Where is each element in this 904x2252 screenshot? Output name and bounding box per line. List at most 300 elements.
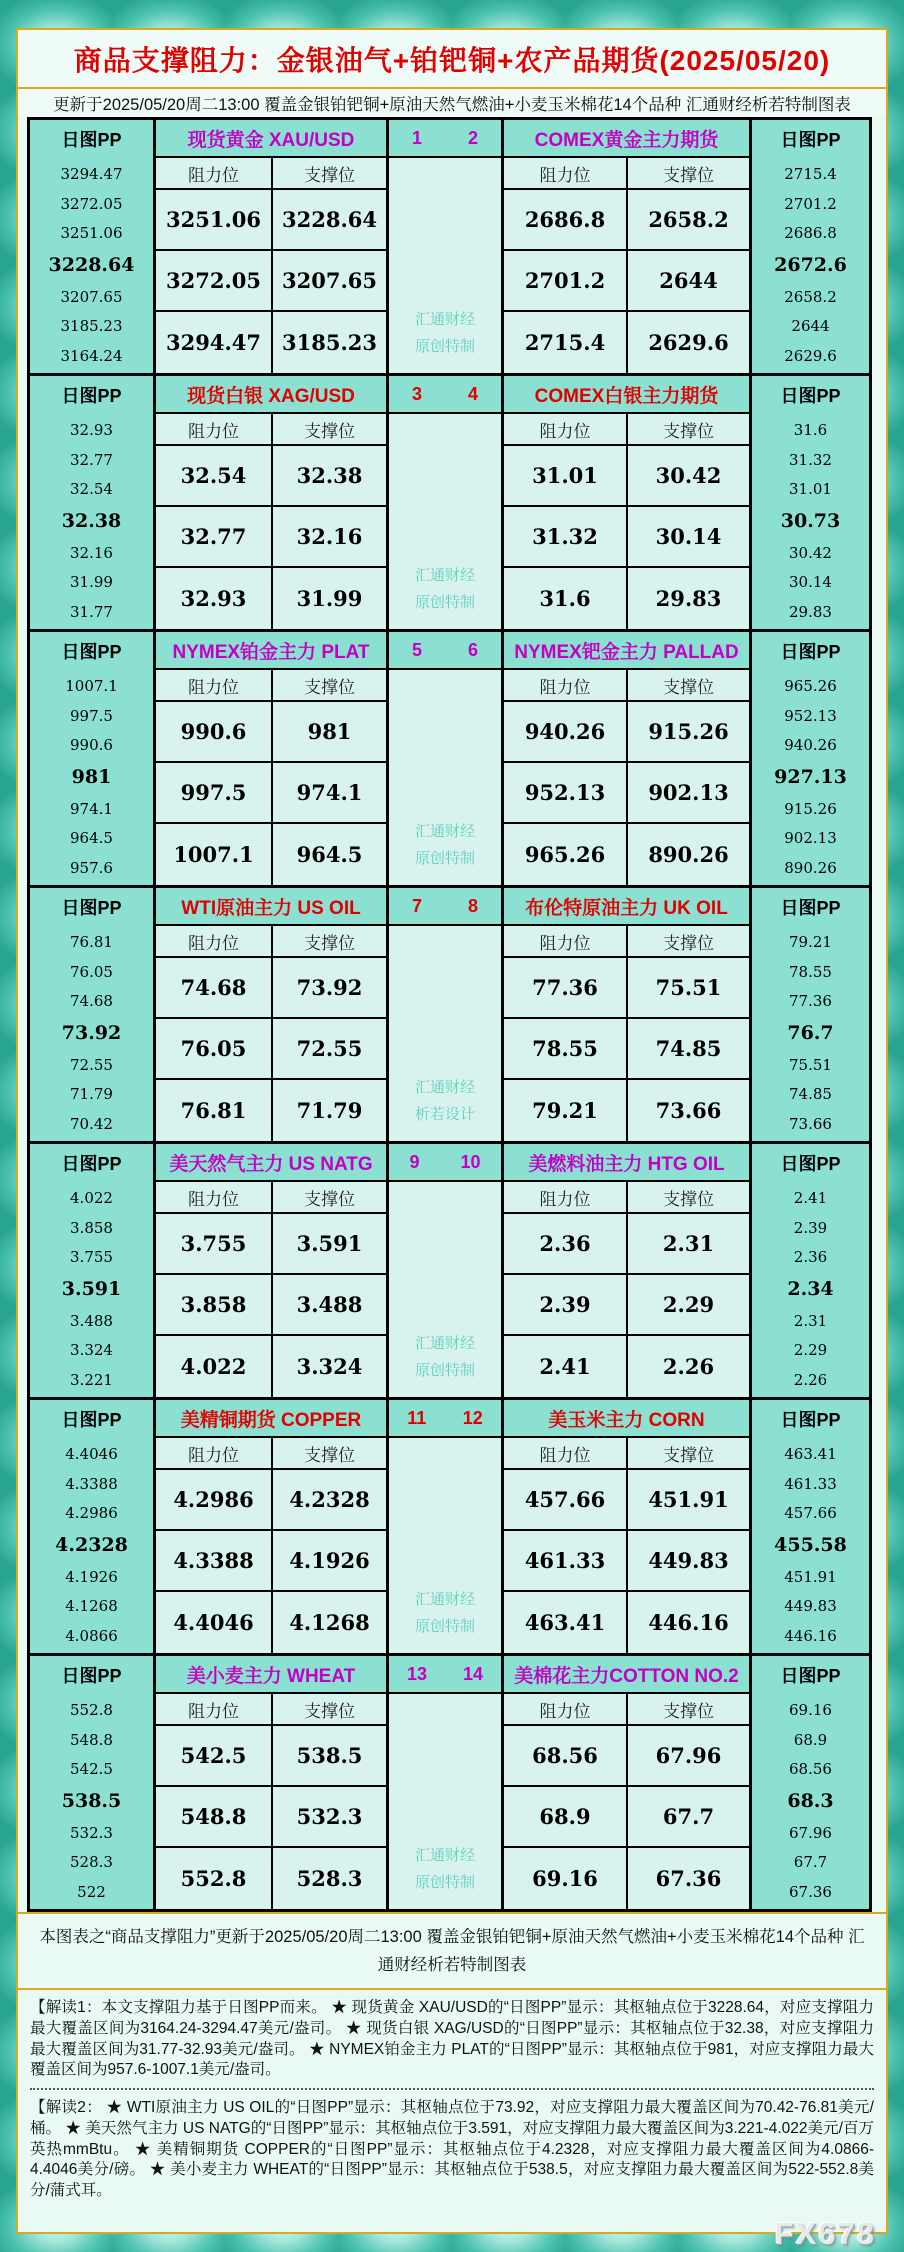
pp-level: 4.3388 xyxy=(65,1474,118,1493)
instrument-title-left: NYMEX铂金主力 PLAT xyxy=(156,632,389,670)
resistance-value: 952.13 xyxy=(504,763,628,824)
instrument-title-left: 现货黄金 XAU/USD xyxy=(156,120,389,158)
support-value: 451.91 xyxy=(628,1470,752,1531)
support-value: 3228.64 xyxy=(273,190,389,251)
resistance-header: 阻力位 xyxy=(156,414,273,446)
resistance-value: 548.8 xyxy=(156,1787,273,1848)
instrument-title-right: COMEX白银主力期货 xyxy=(504,376,752,414)
pp-level: 79.21 xyxy=(789,933,832,952)
pp-level: 31.32 xyxy=(789,450,832,469)
support-value: 528.3 xyxy=(273,1848,389,1909)
pp-level: 522 xyxy=(77,1882,106,1901)
support-value: 902.13 xyxy=(628,763,752,824)
resistance-value: 457.66 xyxy=(504,1470,628,1531)
pp-level: 68.9 xyxy=(793,1730,828,1749)
pp-level: 72.55 xyxy=(70,1055,113,1074)
resistance-value: 1007.1 xyxy=(156,824,273,885)
watermark-line: 原创特制 xyxy=(414,1874,475,1892)
pp-header-right: 日图PP xyxy=(752,1144,869,1182)
pp-level: 890.26 xyxy=(784,858,837,877)
pp-levels-left xyxy=(30,1438,156,1653)
commodity-block xyxy=(27,1141,872,1400)
commodity-block xyxy=(27,1653,872,1912)
support-value: 3.488 xyxy=(273,1275,389,1336)
pp-level: 67.96 xyxy=(789,1823,832,1842)
block-index-left: 9 xyxy=(409,1151,420,1172)
pp-level: 71.79 xyxy=(70,1085,113,1104)
support-header: 支撑位 xyxy=(273,926,389,958)
pp-levels-right xyxy=(752,414,869,629)
pp-level: 3.324 xyxy=(70,1341,113,1360)
support-header: 支撑位 xyxy=(628,414,752,446)
pp-level: 2686.8 xyxy=(784,224,837,243)
support-value: 31.99 xyxy=(273,568,389,629)
support-value: 532.3 xyxy=(273,1787,389,1848)
pp-level: 31.01 xyxy=(789,480,832,499)
watermark-line: 汇通财经 xyxy=(414,1590,475,1608)
page-title: 商品支撑阻力：金银油气+铂钯铜+农产品期货(2025/05/20) xyxy=(18,30,886,89)
pp-level: 4.2986 xyxy=(65,1504,118,1523)
pp-level: 76.81 xyxy=(70,933,113,952)
pp-level: 940.26 xyxy=(784,736,837,755)
pp-pivot: 981 xyxy=(71,765,112,788)
watermark-line: 汇通财经 xyxy=(414,310,475,328)
instrument-title-left: WTI原油主力 US OIL xyxy=(156,888,389,926)
block-index-left: 11 xyxy=(407,1407,427,1428)
pp-levels-right xyxy=(752,1182,869,1397)
block-index-left: 5 xyxy=(411,639,422,660)
resistance-value: 4.2986 xyxy=(156,1470,273,1531)
pp-pivot: 73.92 xyxy=(61,1021,122,1044)
block-index-left: 1 xyxy=(411,127,422,148)
resistance-header: 阻力位 xyxy=(156,1694,273,1726)
support-value: 446.16 xyxy=(628,1592,752,1653)
support-header: 支撑位 xyxy=(273,1694,389,1726)
pp-header-left: 日图PP xyxy=(30,1400,156,1438)
resistance-value: 32.93 xyxy=(156,568,273,629)
pp-level: 29.83 xyxy=(789,602,832,621)
support-value: 67.96 xyxy=(628,1726,752,1787)
instrument-title-left: 美天然气主力 US NATG xyxy=(156,1144,389,1182)
pp-level: 974.1 xyxy=(70,799,113,818)
block-index-left: 3 xyxy=(411,383,422,404)
support-value: 964.5 xyxy=(273,824,389,885)
commodity-block xyxy=(27,373,872,632)
note-interpretation-1: 【解读1：本文支撑阻力基于日图PP而来。 ★ 现货黄金 XAU/USD的“日图PP”显示：其枢轴点位于3228.64，对应支撑阻力最大覆盖区间为3164.24-3294.47美元/盎司。 ★ 现货白银 XAG/USD的“日图PP”显示：其枢轴点位于32.38，对应支撑阻力最大覆盖区间为31.77-32.93美元/盎司。 ★ NYMEX铂金主力 PLAT的“日图PP”显示：其枢轴点位于981，对应支撑阻力最大覆盖区间为957.6-1007.1美元/盎司。 xyxy=(30,1999,875,2079)
pp-level: 32.77 xyxy=(70,450,113,469)
pp-level: 78.55 xyxy=(789,962,832,981)
resistance-value: 78.55 xyxy=(504,1019,628,1080)
block-index-left: 7 xyxy=(411,895,422,916)
instrument-title-right: 美棉花主力COTTON NO.2 xyxy=(504,1656,752,1694)
notes-section xyxy=(18,1990,886,2251)
resistance-value: 2715.4 xyxy=(504,312,628,373)
resistance-header: 阻力位 xyxy=(156,1438,273,1470)
pp-level: 3.221 xyxy=(70,1370,113,1389)
support-value: 981 xyxy=(273,702,389,763)
support-value: 30.14 xyxy=(628,507,752,568)
pp-level: 4.0866 xyxy=(65,1626,118,1645)
pp-header-right: 日图PP xyxy=(752,1656,869,1694)
pp-level: 457.66 xyxy=(784,1504,837,1523)
support-value: 2658.2 xyxy=(628,190,752,251)
resistance-value: 76.05 xyxy=(156,1019,273,1080)
pp-level: 32.93 xyxy=(70,421,113,440)
pp-level: 31.99 xyxy=(70,573,113,592)
instrument-title-left: 现货白银 XAG/USD xyxy=(156,376,389,414)
resistance-value: 463.41 xyxy=(504,1592,628,1653)
resistance-value: 461.33 xyxy=(504,1531,628,1592)
support-header: 支撑位 xyxy=(628,926,752,958)
pp-header-left: 日图PP xyxy=(30,888,156,926)
pp-level: 69.16 xyxy=(789,1701,832,1720)
support-value: 3185.23 xyxy=(273,312,389,373)
support-header: 支撑位 xyxy=(273,1438,389,1470)
support-header: 支撑位 xyxy=(273,414,389,446)
block-index-right: 14 xyxy=(462,1663,484,1684)
resistance-value: 542.5 xyxy=(156,1726,273,1787)
support-value: 30.42 xyxy=(628,446,752,507)
resistance-value: 32.77 xyxy=(156,507,273,568)
pp-level: 552.8 xyxy=(70,1701,113,1720)
resistance-value: 990.6 xyxy=(156,702,273,763)
support-value: 2.29 xyxy=(628,1275,752,1336)
resistance-value: 69.16 xyxy=(504,1848,628,1909)
summary-box: 本图表之“商品支撑阻力”更新于2025/05/20周二13:00 覆盖金银铂钯铜+原油天然气燃油+小麦玉米棉花14个品种 汇通财经析若特制图表 xyxy=(18,1912,886,1990)
block-index-pair xyxy=(389,888,504,926)
subtitle: 更新于2025/05/20周二13:00 覆盖金银铂钯铜+原油天然气燃油+小麦玉米棉花14个品种 汇通财经析若特制图表 xyxy=(18,89,886,117)
pp-pivot: 927.13 xyxy=(774,765,847,788)
support-value: 2629.6 xyxy=(628,312,752,373)
watermark-line: 析若设计 xyxy=(414,1106,475,1124)
commodity-block xyxy=(27,885,872,1144)
resistance-value: 2701.2 xyxy=(504,251,628,312)
pp-level: 3.488 xyxy=(70,1311,113,1330)
watermark-line: 汇通财经 xyxy=(414,1334,475,1352)
resistance-value: 3.755 xyxy=(156,1214,273,1275)
pp-pivot: 538.5 xyxy=(61,1789,122,1812)
pp-level: 3207.65 xyxy=(60,287,123,306)
pp-level: 32.16 xyxy=(70,543,113,562)
resistance-header: 阻力位 xyxy=(504,158,628,190)
pp-pivot: 30.73 xyxy=(780,509,841,532)
support-value: 29.83 xyxy=(628,568,752,629)
resistance-value: 2.39 xyxy=(504,1275,628,1336)
support-value: 890.26 xyxy=(628,824,752,885)
watermark xyxy=(389,158,504,373)
pp-header-right: 日图PP xyxy=(752,120,869,158)
pp-header-right: 日图PP xyxy=(752,1400,869,1438)
pp-pivot: 3228.64 xyxy=(48,253,135,276)
blocks-container xyxy=(18,117,886,1912)
commodity-block xyxy=(27,629,872,888)
pp-level: 1007.1 xyxy=(65,677,118,696)
resistance-header: 阻力位 xyxy=(156,670,273,702)
support-value: 2644 xyxy=(628,251,752,312)
pp-level: 449.83 xyxy=(784,1597,837,1616)
block-index-pair xyxy=(389,632,504,670)
pp-level: 463.41 xyxy=(784,1445,837,1464)
block-index-pair xyxy=(389,1144,504,1182)
pp-levels-left xyxy=(30,926,156,1141)
support-value: 538.5 xyxy=(273,1726,389,1787)
pp-level: 30.14 xyxy=(789,573,832,592)
watermark-line: 汇通财经 xyxy=(414,1846,475,1864)
pp-header-left: 日图PP xyxy=(30,1656,156,1694)
instrument-title-right: 美玉米主力 CORN xyxy=(504,1400,752,1438)
resistance-value: 79.21 xyxy=(504,1080,628,1141)
pp-level: 3164.24 xyxy=(60,346,123,365)
pp-levels-right xyxy=(752,1438,869,1653)
pp-levels-left xyxy=(30,414,156,629)
pp-levels-left xyxy=(30,158,156,373)
pp-level: 32.54 xyxy=(70,480,113,499)
pp-level: 461.33 xyxy=(784,1474,837,1493)
watermark-line: 原创特制 xyxy=(414,1362,475,1380)
pp-level: 532.3 xyxy=(70,1823,113,1842)
watermark-line: 原创特制 xyxy=(414,594,475,612)
support-value: 67.7 xyxy=(628,1787,752,1848)
pp-level: 902.13 xyxy=(784,829,837,848)
support-value: 71.79 xyxy=(273,1080,389,1141)
block-index-right: 4 xyxy=(467,383,478,404)
pp-level: 31.6 xyxy=(793,421,828,440)
content-box xyxy=(16,28,888,2251)
pp-level: 997.5 xyxy=(70,706,113,725)
resistance-value: 552.8 xyxy=(156,1848,273,1909)
watermark xyxy=(389,1694,504,1909)
pp-level: 990.6 xyxy=(70,736,113,755)
support-value: 3.591 xyxy=(273,1214,389,1275)
pp-level: 952.13 xyxy=(784,706,837,725)
pp-pivot: 3.591 xyxy=(61,1277,122,1300)
resistance-value: 997.5 xyxy=(156,763,273,824)
pp-level: 74.68 xyxy=(70,992,113,1011)
pp-pivot: 4.2328 xyxy=(55,1533,128,1556)
pp-level: 3.755 xyxy=(70,1248,113,1267)
block-index-pair xyxy=(389,1656,504,1694)
pp-level: 542.5 xyxy=(70,1760,113,1779)
pp-levels-right xyxy=(752,1694,869,1909)
resistance-value: 4.3388 xyxy=(156,1531,273,1592)
pp-level: 451.91 xyxy=(784,1567,837,1586)
pp-level: 2.41 xyxy=(793,1189,828,1208)
pp-level: 67.7 xyxy=(793,1853,828,1872)
support-value: 67.36 xyxy=(628,1848,752,1909)
pp-levels-right xyxy=(752,158,869,373)
pp-level: 548.8 xyxy=(70,1730,113,1749)
block-index-right: 2 xyxy=(467,127,478,148)
pp-level: 3272.05 xyxy=(60,194,123,213)
resistance-value: 32.54 xyxy=(156,446,273,507)
resistance-value: 31.6 xyxy=(504,568,628,629)
resistance-header: 阻力位 xyxy=(156,1182,273,1214)
support-value: 2.31 xyxy=(628,1214,752,1275)
resistance-value: 2686.8 xyxy=(504,190,628,251)
support-value: 4.1926 xyxy=(273,1531,389,1592)
resistance-value: 4.4046 xyxy=(156,1592,273,1653)
watermark-line: 汇通财经 xyxy=(414,1078,475,1096)
instrument-title-right: 布伦特原油主力 UK OIL xyxy=(504,888,752,926)
resistance-value: 3.858 xyxy=(156,1275,273,1336)
pp-level: 3251.06 xyxy=(60,224,123,243)
instrument-title-right: COMEX黄金主力期货 xyxy=(504,120,752,158)
support-header: 支撑位 xyxy=(628,1438,752,1470)
pp-header-right: 日图PP xyxy=(752,376,869,414)
pp-levels-right xyxy=(752,926,869,1141)
pp-level: 68.56 xyxy=(789,1760,832,1779)
resistance-value: 68.56 xyxy=(504,1726,628,1787)
support-value: 75.51 xyxy=(628,958,752,1019)
resistance-value: 2.36 xyxy=(504,1214,628,1275)
pp-header-left: 日图PP xyxy=(30,376,156,414)
dotted-divider xyxy=(30,2088,874,2090)
block-index-pair xyxy=(389,120,504,158)
watermark xyxy=(389,1438,504,1653)
pp-level: 528.3 xyxy=(70,1853,113,1872)
support-value: 449.83 xyxy=(628,1531,752,1592)
instrument-title-left: 美精铜期货 COPPER xyxy=(156,1400,389,1438)
resistance-value: 2.41 xyxy=(504,1336,628,1397)
resistance-value: 940.26 xyxy=(504,702,628,763)
resistance-header: 阻力位 xyxy=(504,1438,628,1470)
support-value: 3.324 xyxy=(273,1336,389,1397)
support-header: 支撑位 xyxy=(273,158,389,190)
pp-level: 957.6 xyxy=(70,858,113,877)
pp-levels-left xyxy=(30,670,156,885)
pp-level: 77.36 xyxy=(789,992,832,1011)
pp-level: 3.858 xyxy=(70,1218,113,1237)
support-value: 4.1268 xyxy=(273,1592,389,1653)
watermark-line: 原创特制 xyxy=(414,1618,475,1636)
pp-header-right: 日图PP xyxy=(752,632,869,670)
pp-level: 75.51 xyxy=(789,1055,832,1074)
support-header: 支撑位 xyxy=(628,1182,752,1214)
pp-levels-left xyxy=(30,1182,156,1397)
pp-level: 76.05 xyxy=(70,962,113,981)
resistance-value: 68.9 xyxy=(504,1787,628,1848)
resistance-value: 74.68 xyxy=(156,958,273,1019)
pp-pivot: 2672.6 xyxy=(774,253,847,276)
pp-pivot: 68.3 xyxy=(787,1789,834,1812)
watermark xyxy=(389,414,504,629)
instrument-title-left: 美小麦主力 WHEAT xyxy=(156,1656,389,1694)
pp-level: 964.5 xyxy=(70,829,113,848)
support-value: 73.92 xyxy=(273,958,389,1019)
support-value: 974.1 xyxy=(273,763,389,824)
resistance-value: 4.022 xyxy=(156,1336,273,1397)
resistance-header: 阻力位 xyxy=(156,158,273,190)
pp-level: 3185.23 xyxy=(60,317,123,336)
resistance-header: 阻力位 xyxy=(504,1182,628,1214)
commodity-block xyxy=(27,117,872,376)
block-index-right: 12 xyxy=(462,1407,483,1428)
pp-header-left: 日图PP xyxy=(30,1144,156,1182)
resistance-value: 3294.47 xyxy=(156,312,273,373)
support-value: 3207.65 xyxy=(273,251,389,312)
pp-pivot: 76.7 xyxy=(787,1021,834,1044)
support-value: 32.16 xyxy=(273,507,389,568)
pp-levels-left xyxy=(30,1694,156,1909)
pp-level: 74.85 xyxy=(789,1085,832,1104)
support-value: 73.66 xyxy=(628,1080,752,1141)
support-header: 支撑位 xyxy=(628,1694,752,1726)
watermark xyxy=(389,926,504,1141)
resistance-value: 76.81 xyxy=(156,1080,273,1141)
block-index-right: 10 xyxy=(460,1151,481,1172)
watermark xyxy=(389,670,504,885)
resistance-header: 阻力位 xyxy=(504,1694,628,1726)
pp-level: 915.26 xyxy=(784,799,837,818)
pp-level: 4.1268 xyxy=(65,1597,118,1616)
pp-pivot: 32.38 xyxy=(61,509,122,532)
pp-level: 2701.2 xyxy=(784,194,837,213)
commodity-block xyxy=(27,1397,872,1656)
pp-level: 73.66 xyxy=(789,1114,832,1133)
resistance-value: 77.36 xyxy=(504,958,628,1019)
resistance-header: 阻力位 xyxy=(504,926,628,958)
pp-level: 31.77 xyxy=(70,602,113,621)
block-index-pair xyxy=(389,376,504,414)
support-header: 支撑位 xyxy=(273,1182,389,1214)
pp-levels-right xyxy=(752,670,869,885)
pp-level: 30.42 xyxy=(789,543,832,562)
resistance-value: 31.32 xyxy=(504,507,628,568)
pp-level: 2.29 xyxy=(793,1341,828,1360)
pp-level: 2715.4 xyxy=(784,165,837,184)
pp-pivot: 2.34 xyxy=(787,1277,834,1300)
watermark-line: 原创特制 xyxy=(414,850,475,868)
pp-level: 70.42 xyxy=(70,1114,113,1133)
pp-level: 4.1926 xyxy=(65,1567,118,1586)
resistance-header: 阻力位 xyxy=(156,926,273,958)
support-value: 4.2328 xyxy=(273,1470,389,1531)
support-value: 74.85 xyxy=(628,1019,752,1080)
pp-level: 2.36 xyxy=(793,1248,828,1267)
pp-level: 2.26 xyxy=(793,1370,828,1389)
pp-level: 2629.6 xyxy=(784,346,837,365)
support-header: 支撑位 xyxy=(628,670,752,702)
support-value: 72.55 xyxy=(273,1019,389,1080)
pp-header-left: 日图PP xyxy=(30,120,156,158)
note-interpretation-2: 【解读2： ★ WTI原油主力 US OIL的“日图PP”显示：其枢轴点位于73.92，对应支撑阻力最大覆盖区间为70.42-76.81美元/桶。 ★ 美天然气主力 US NATG的“日图PP”显示：其枢轴点位于3.591，对应支撑阻力最大覆盖区间为3.221-4.022美元/百万英热mmBtu。 ★ 美精铜期货 COPPER的“日图PP”显示：其枢轴点位于4.2328，对应支撑阻力最大覆盖区间为4.0866-4.4046美分/磅。 ★ 美小麦主力 WHEAT的“日图PP”显示：其枢轴点位于538.5，对应支撑阻力最大覆盖区间为522-552.8美分/蒲式耳。 xyxy=(30,2099,874,2200)
brand-watermark: FX678 xyxy=(774,2215,876,2251)
pp-level: 965.26 xyxy=(784,677,837,696)
resistance-header: 阻力位 xyxy=(504,414,628,446)
pp-header-left: 日图PP xyxy=(30,632,156,670)
block-index-left: 13 xyxy=(406,1663,428,1684)
support-header: 支撑位 xyxy=(628,158,752,190)
resistance-value: 965.26 xyxy=(504,824,628,885)
resistance-value: 3251.06 xyxy=(156,190,273,251)
pp-level: 446.16 xyxy=(784,1626,837,1645)
instrument-title-right: 美燃料油主力 HTG OIL xyxy=(504,1144,752,1182)
block-index-right: 8 xyxy=(467,895,478,916)
support-value: 32.38 xyxy=(273,446,389,507)
pp-pivot: 455.58 xyxy=(774,1533,847,1556)
block-index-pair xyxy=(389,1400,504,1438)
watermark xyxy=(389,1182,504,1397)
instrument-title-right: NYMEX钯金主力 PALLAD xyxy=(504,632,752,670)
pp-level: 4.4046 xyxy=(65,1445,118,1464)
pp-header-right: 日图PP xyxy=(752,888,869,926)
support-header: 支撑位 xyxy=(273,670,389,702)
pp-level: 3294.47 xyxy=(60,165,123,184)
block-index-right: 6 xyxy=(467,639,478,660)
pp-level: 67.36 xyxy=(789,1882,832,1901)
resistance-header: 阻力位 xyxy=(504,670,628,702)
support-value: 2.26 xyxy=(628,1336,752,1397)
